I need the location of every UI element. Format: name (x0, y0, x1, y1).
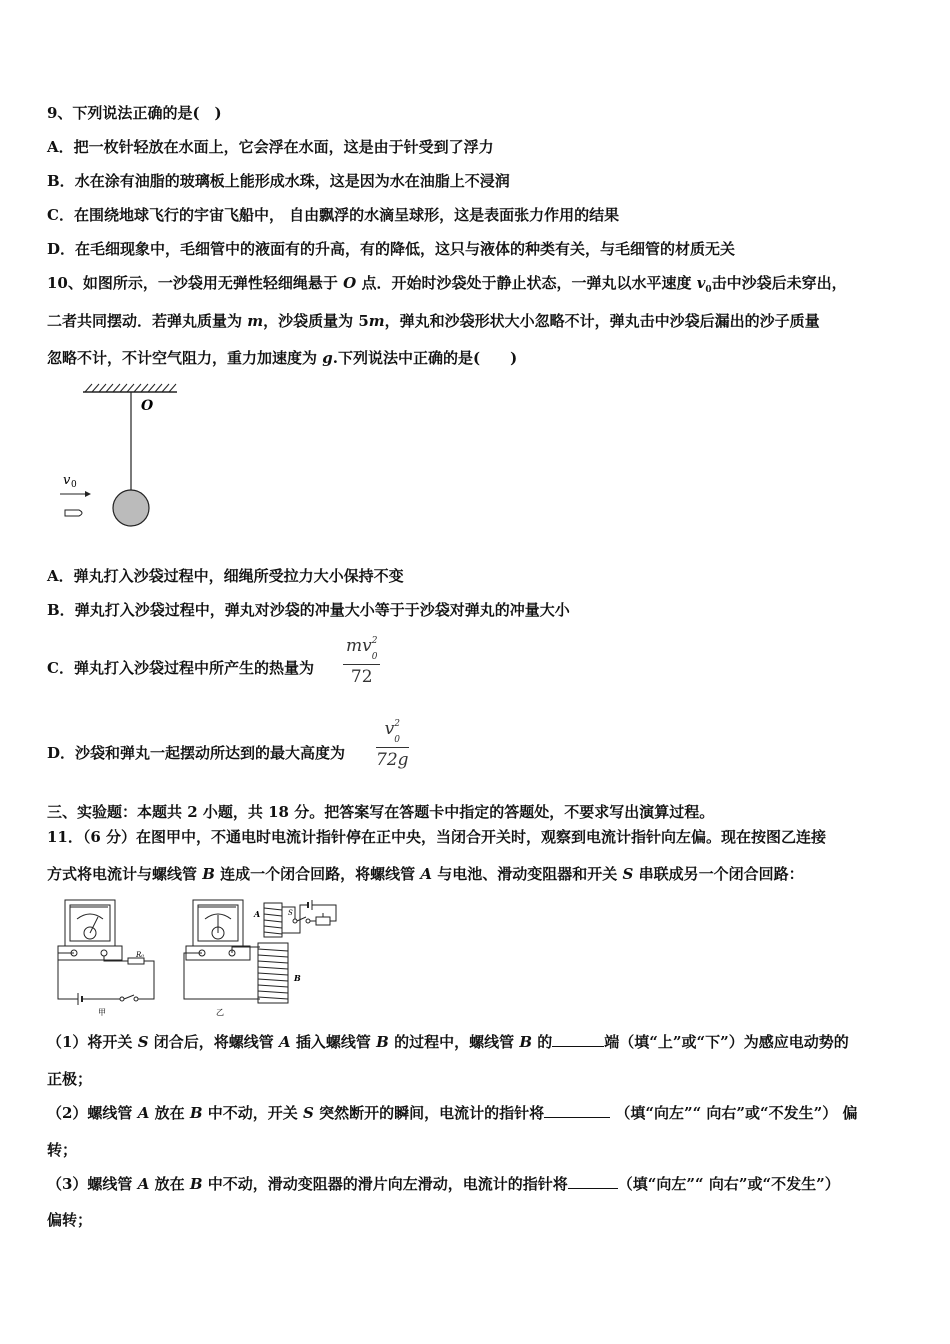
answer-blank-1[interactable] (552, 1046, 604, 1047)
label-a: A (254, 909, 261, 919)
galvanometer-yi (186, 900, 250, 960)
q9-option-b: B．水在涂有油脂的玻璃板上能形成水珠，这是因为水在油脂上不浸润 (47, 172, 510, 190)
label-s: S (288, 909, 293, 917)
pendulum-figure (55, 382, 185, 532)
q10-option-a: A．弹丸打入沙袋过程中，细绳所受拉力大小保持不变 (47, 567, 404, 585)
label-b: B (294, 973, 301, 983)
r0-label: R₀ (136, 951, 145, 959)
q9-option-c: C．在围绕地球飞行的宇宙飞船中， 自由飘浮的水滴呈球形，这是表面张力作用的结果 (47, 206, 620, 224)
velocity-label: v (63, 473, 71, 488)
section3-heading: 三、实验题：本题共 2 小题，共 18 分。把答案写在答题卡中指定的答题处，不要求写出演算过程。 (47, 803, 715, 821)
q10-stem-line1: 10、如图所示，一沙袋用无弹性轻细绳悬于 O 点．开始时沙袋处于静止状态，一弹丸以水平速度 $v_0$击中沙袋后未穿出， (47, 274, 847, 295)
q11-part1-line1: （1）将开关 S 闭合后，将螺线管 A 插入螺线管 B 的过程中，螺线管 B 的 端（填“上”或“下”）为感应电动势的 (47, 1033, 849, 1051)
answer-blank-2[interactable] (544, 1117, 610, 1118)
q11-part3-line2: 偏转； (47, 1211, 93, 1229)
caption-jia: 甲 (98, 1008, 106, 1017)
q11-part1-line2: 正极； (47, 1070, 93, 1088)
sandbag (113, 490, 149, 526)
height-fraction: v 2 $_0$ 72g (376, 719, 409, 771)
q10-option-c: C．弹丸打入沙袋过程中所产生的热量为 (47, 659, 314, 677)
q10-option-b: B．弹丸打入沙袋过程中，弹丸对沙袋的冲量大小等于于沙袋对弹丸的冲量大小 (47, 601, 570, 619)
q11-line1: 11．（6 分）在图甲中，不通电时电流计指针停在正中央，当闭合开关时，观察到电流计指针向左偏。现在按图乙连接 (47, 828, 827, 846)
answer-blank-3[interactable] (568, 1188, 618, 1189)
q9-option-d: D．在毛细现象中，毛细管中的液面有的升高，有的降低，这只与液体的种类有关，与毛细管的材质无关 (47, 240, 736, 258)
heat-fraction: mv 2 $_0$ 72 (343, 635, 380, 689)
q10-stem-line3: 忽略不计，不计空气阻力，重力加速度为 g.下列说法中正确的是( ) (47, 349, 518, 367)
velocity-subscript: 0 (71, 480, 77, 490)
q9-option-a: A．把一枚针轻放在水面上，它会浮在水面，这是由于针受到了浮力 (47, 138, 494, 156)
caption-yi: 乙 (216, 1008, 224, 1017)
q11-part3-line1: （3）螺线管 A 放在 B 中不动，滑动变阻器的滑片向左滑动，电流计的指针将 （填“向左”“ 向右”或“不发生”） (47, 1175, 840, 1193)
point-o-label: O (141, 398, 154, 414)
q9-stem: 9、下列说法正确的是( ) (47, 104, 222, 122)
q11-part2-line2: 转； (47, 1141, 78, 1159)
galvanometer-jia (58, 900, 122, 960)
q11-line2: 方式将电流计与螺线管 B 连成一个闭合回路，将螺线管 A 与电池、滑动变阻器和开关 S 串联成另一个闭合回路： (47, 865, 804, 883)
q10-option-d: D．沙袋和弹丸一起摆动所达到的最大高度为 (47, 744, 346, 762)
bullet (65, 510, 82, 516)
q10-stem-line2: 二者共同摆动．若弹丸质量为 m，沙袋质量为 5m，弹丸和沙袋形状大小忽略不计，弹丸击中沙袋后漏出的沙子质量 (47, 312, 820, 330)
q11-part2-line1: （2）螺线管 A 放在 B 中不动，开关 S 突然断开的瞬间，电流计的指针将 （填“向左”“ 向右”或“不发生”） 偏 (47, 1104, 858, 1122)
circuit-figures (50, 895, 340, 1020)
